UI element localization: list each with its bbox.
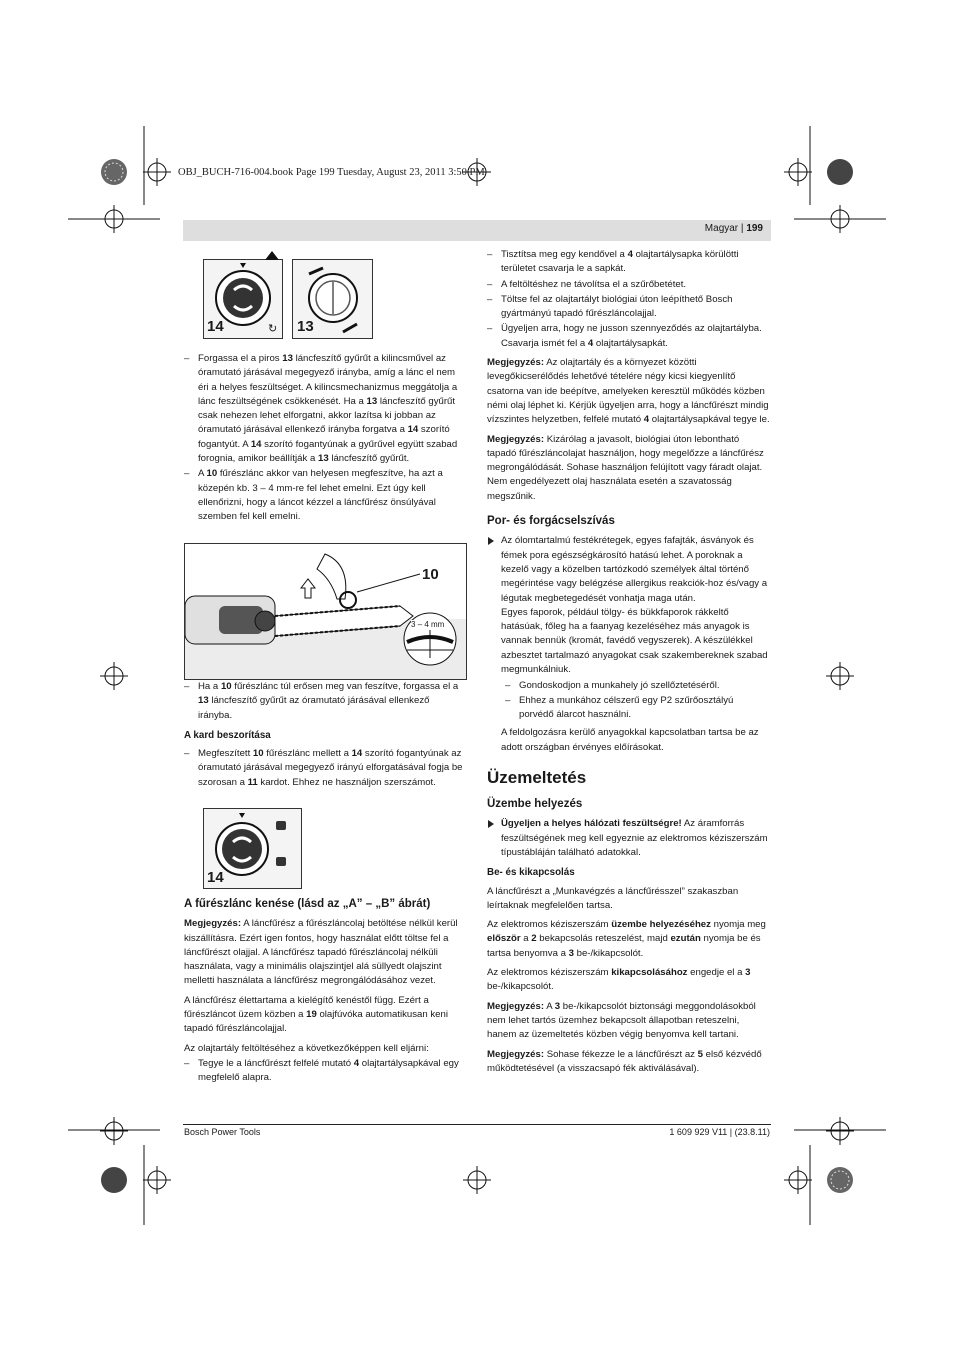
list-item-clean-cap: – Tisztítsa meg egy kendővel a 4 olajtartálysapka körülötti területet csavarja le a sapkát. — [487, 248, 770, 277]
left-column-lubrication — [184, 897, 466, 1087]
heading-startup: Üzembe helyezés — [487, 798, 583, 811]
para-fill-intro: Az olajtartály feltöltéséhez a következőképpen kell eljárni: — [184, 1042, 429, 1054]
list-item-too-tight: – Ha a 10 fűrészlánc túl erősen meg van feszítve, forgassa el a 13 láncfeszítő gyűrűt az óramutató járásával ellenkező irányba. — [184, 680, 466, 723]
figure-label-13: 13 — [297, 318, 314, 335]
header-language: Magyar — [704, 223, 739, 234]
heading-operation: Üzemeltetés — [487, 767, 587, 787]
list-item-filter: – A feltöltéshez ne távolítsa el a szűrőbetétet. — [487, 278, 770, 292]
list-item-fill-oil: – Töltse fel az olajtartályt biológiai úton leépíthető Bosch gyártmányú tapadó fűrészláncolajjal. — [487, 293, 770, 322]
list-item-place-saw: – Tegye le a láncfűrészt felfelé mutató 4 olajtartálysapkával egy megfelelő alapra. — [184, 1057, 466, 1086]
figure-label-10: 10 — [422, 566, 439, 583]
para-note-bio-oil: Megjegyzés: Kizárólag a javasolt, biológiai úton lebontható tapadó fűrészláncolajat használjon, hogy megelőzze a láncfűrész megrongálódását. Sohase használjon felújított vagy fáradt olajat. Nem engedélyezett olaj használata esetén a szavatosság megszűnik. — [487, 433, 764, 502]
page-header-bar — [183, 220, 771, 241]
heading-on-off: Be- és kikapcsolás — [487, 867, 575, 879]
figure-dial-14 — [203, 259, 283, 339]
para-note-oil: Megjegyzés: A láncfűrész a fűrészláncolaj betöltése nélkül kerül kiszállításra. Ezért igen fontos, hogy használat előtt töltse fel a láncfűrészt olajjal. A láncfűrész tapadó fűrészláncolaj nélküli használata, vagy a minimális olajszintjel alá süllyedt olajszint melletti használata a láncfűrész megrongálódásához vezet. — [184, 918, 458, 987]
para-switch-off: Az elektromos kéziszerszám kikapcsolásához engedje el a 3 be-/kikapcsolót. — [487, 967, 751, 993]
para-lifetime: A láncfűrész élettartama a kielégítő kenéstől függ. Ezért a fűrészláncot üzem közben a 19 olajfúvóka automatikusan keni tapadó fűrészláncolajjal. — [184, 994, 448, 1035]
list-item-clamp: – Megfeszített 10 fűrészlánc mellett a 14 szorító fogantyúnak az óramutató járásával megegyező irányú elforgatásával fogja be szorosan a 11 kardot. Ehhez ne használjon szerszámot. — [184, 747, 466, 790]
figure-clamp-14 — [203, 808, 302, 889]
header-page-number: 199 — [746, 223, 763, 234]
warning-dust: Az ólomtartalmú festékrétegek, egyes fafajták, ásványok és fémek pora egészségkárosító hatású lehet. A poroknak a kezelő vagy a közelben tartózkodó személyek által történő megérintése vagy belégzése allergikus reakciók-hoz és/vagy a légutak megbetegedését vonhatja maga után. Egyes faporok, például tölgy- és bükkfaporok rákkeltő hatásúak, főleg ha a faanyag kezeléséhez más anyagok is vannak bennük (kromát, favédő vegyszerek). A készülékkel azbesztet tartalmazó anyagokat csak szakembereknek szabad megmunkálniuk. – Gondoskodjon a munkahely jó szellőztetéséről. – Ehhez a munkához célszerű egy P2 szűrőosztályú porvédő álarcot használni. A feldolgozásra kerülő anyagokkal kapcsolatban tartsa be az adott országban érvényes előírásokat. — [487, 534, 770, 754]
page-header-text — [705, 223, 763, 234]
warning-voltage: Ügyeljen a helyes hálózati feszültségre! Az áramforrás feszültségének meg kell egyeznie az elektromos kéziszerszám típustábláján található adatokkal. — [487, 817, 770, 860]
rotate-icon: ↻ — [268, 323, 278, 335]
list-item-no-dirt: – Ügyeljen arra, hogy ne jusson szennyeződés az olajtartályba. Csavarja ismét fel a 4 olajtartálysapkát. — [487, 322, 770, 351]
heading-kard: A kard beszorítása — [184, 729, 271, 741]
para-switch-on: Az elektromos kéziszerszám üzembe helyezéséhez nyomja meg először a 2 bekapcsolás reteszelést, majd ezután nyomja be és tartsa benyomva a 3 be-/kikapcsolót. — [487, 919, 766, 959]
left-column-top — [184, 352, 466, 526]
para-note-air: Megjegyzés: Az olajtartály és a környezet közötti levegőkicserélődés lehetővé tételére négy kicsi kiegyenlítő csatorna van ide beépítve, amelyeken keresztül működés közben némi olaj léphet ki. Kérjük ügyeljen arra, hogy a láncfűrészt mindig vízszintes helyzetben, felfelé mutató 4 olajtartálysapkával tegye le. — [487, 357, 770, 426]
para-note-brake: Megjegyzés: Sohase fékezze le a láncfűrészt az 5 első kézvédő működtetésével (a visszacsapó fék aktiválásával). — [487, 1048, 762, 1074]
figure-label-14: 14 — [207, 318, 224, 335]
chainsaw-illustration — [185, 544, 466, 679]
figure-chain-tension — [184, 543, 467, 680]
footer-rule — [183, 1124, 771, 1125]
up-arrow-icon — [265, 251, 279, 260]
list-item-chain-check: – A 10 fűrészlánc akkor van helyesen megfeszítve, ha azt a közepén kb. 3 – 4 mm-re fel lehet emelni. Ezt úgy kell ellenőrizni, hogy a láncot kézzel a láncfűrész önsúlyával szemben fel kell emelni. — [184, 467, 466, 524]
right-column — [487, 248, 770, 1081]
print-slug-line: OBJ_BUCH-716-004.book Page 199 Tuesday, August 23, 2011 3:50 PM — [178, 167, 485, 178]
figure-ring-13 — [292, 259, 373, 339]
footer-left: Bosch Power Tools — [184, 1127, 261, 1137]
list-item-ring-rotate: – Forgassa el a piros 13 láncfeszítő gyűrűt a kilincsművel az óramutató járásával megegyező irányba, amíg a lánc el nem éri a helyes feszültséget. A kilincsmechanizmus meggátolja a lánc feszültségének csökkenését. Ha a 13 láncfeszítő gyűrűt csak nehezen lehet elforgatni, akkor lazítsa ki jobban az óramutató járásával ellenkező irányba forgatva a 14 szorító fogantyút. A 14 szorító fogantyúnak a gyűrűvel együtt szabad forognia, amikor beállítják a 13 láncfeszítő gyűrűt. — [184, 352, 466, 466]
para-hold: A láncfűrészt a „Munkavégzés a láncfűrésszel” szakaszban leírtaknak megfelelően tartsa. — [487, 885, 739, 911]
list-item-mask: – Ehhez a munkához célszerű egy P2 szűrőosztályú porvédő álarcot használni. — [505, 694, 770, 723]
footer-right: 1 609 929 V11 | (23.8.11) — [669, 1127, 770, 1137]
header-separator: | — [738, 223, 747, 234]
heading-lubrication: A fűrészlánc kenése (lásd az „A” – „B” ábrát) — [184, 898, 431, 910]
left-column-bottom — [184, 680, 466, 791]
lock-icon — [276, 857, 286, 866]
unlock-icon — [276, 821, 286, 830]
heading-dust: Por- és forgácselszívás — [487, 515, 615, 528]
para-note-switch: Megjegyzés: A 3 be-/kikapcsolót biztonsági meggondolásokból nem lehet tartós üzemhez bekapcsolt állapotban reteszelni, hanem az üzemeltetés közben végig benyomva kell tartani. — [487, 1000, 756, 1041]
measure-label: 3 – 4 mm — [411, 620, 445, 629]
figure-label-14b: 14 — [207, 869, 224, 886]
list-item-ventilation: – Gondoskodjon a munkahely jó szellőztetéséről. — [505, 679, 770, 693]
